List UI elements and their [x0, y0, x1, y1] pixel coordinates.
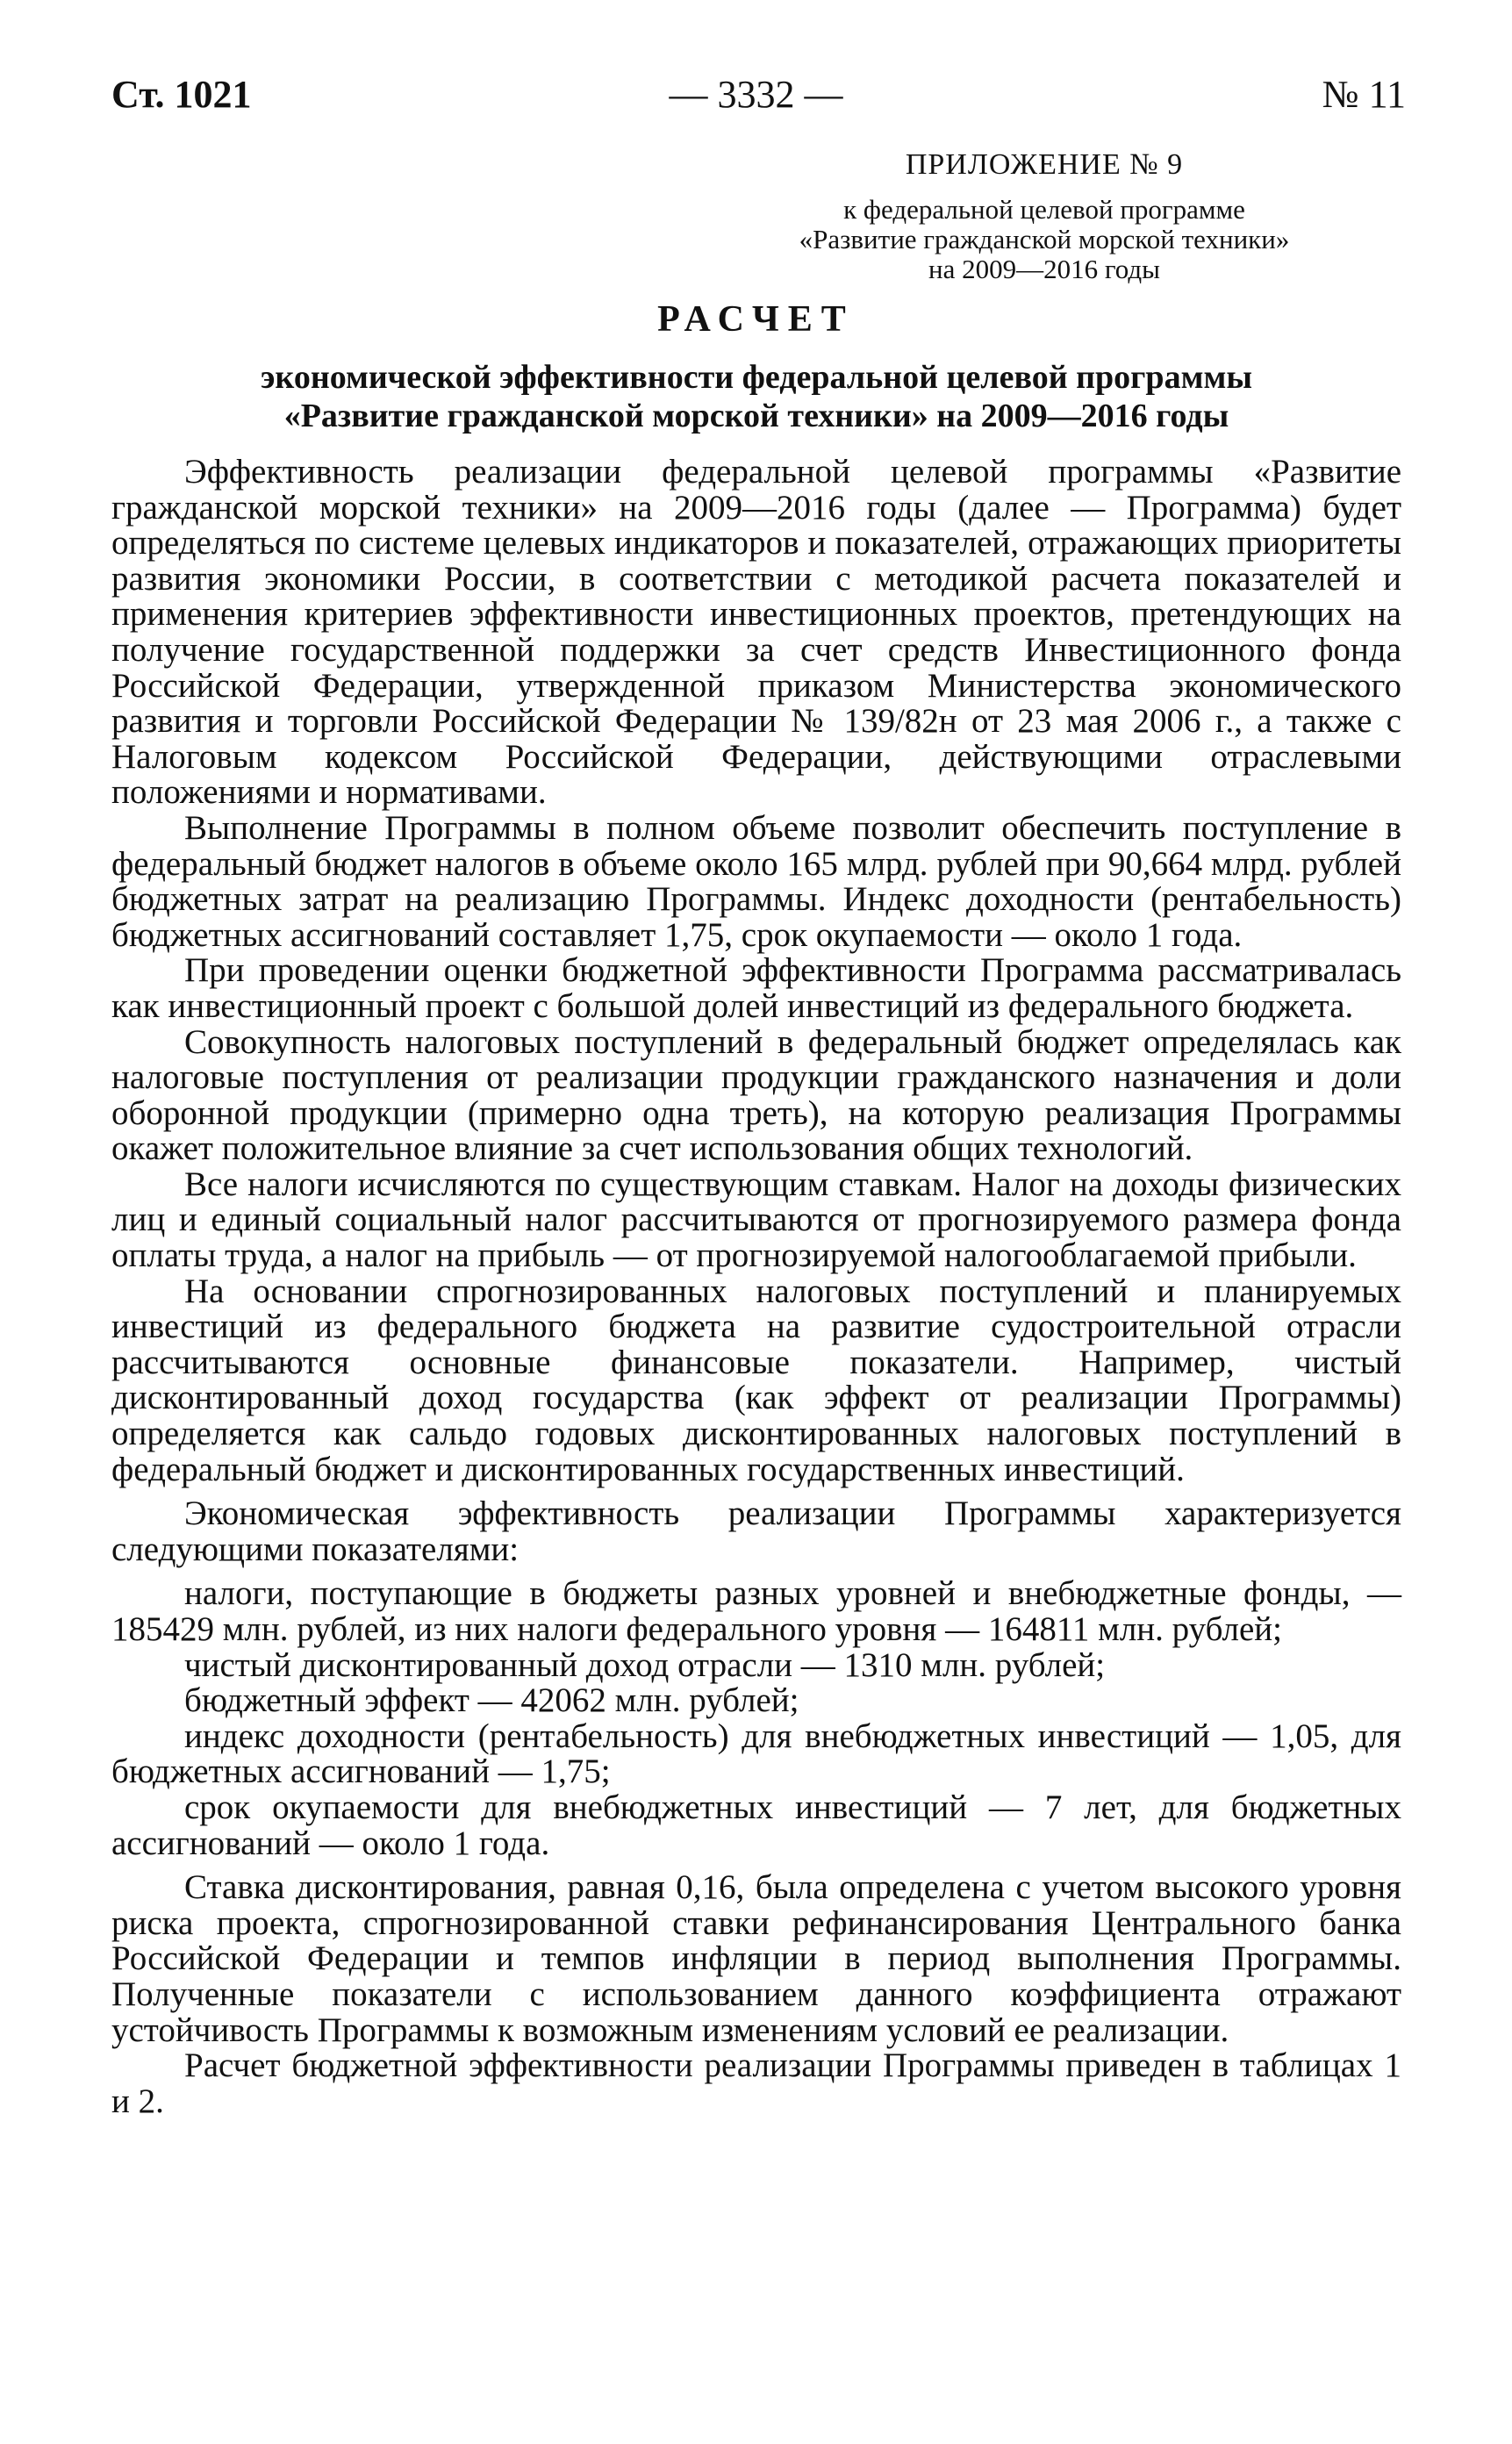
paragraph: Эффективность реализации федеральной целевой программы «Развитие гражданской морской техники» на 2009—2016 годы (далее — Программа) будет определяться по системе целевых индикаторов и показателей, отражающих приоритеты развития экономики России, в соответствии с методикой расчета показателей и применения критериев эффективности инвестиционных проектов, претендующих на получение государственной поддержки за счет средств Инвестиционного фонда Российской Федерации, утвержденной приказом Министерства экономического развития и торговли Российской Федерации № 139/82н от 23 мая 2006 г., а также с Налоговым кодексом Российской Федерации, действующими отраслевыми положениями и нормативами. [111, 453, 1401, 812]
appendix-caption [772, 195, 1316, 284]
article-number: Ст. 1021 [111, 73, 252, 116]
indicator-list-item: бюджетный эффект — 42062 млн. рублей; [184, 1681, 799, 1720]
paragraph: Расчет бюджетной эффективности реализации Программы приведен в таблицах 1 и 2. [111, 2046, 1401, 2120]
paragraph: При проведении оценки бюджетной эффективности Программа рассматривалась как инвестиционный проект с большой долей инвестиций из федерального бюджета. [111, 951, 1401, 1025]
indicator-list-item: индекс доходности (рентабельность) для внебюджетных инвестиций — 1,05, для бюджетных ассигнований — 1,75; [111, 1717, 1401, 1791]
appendix-line: «Развитие гражданской морской техники» [799, 224, 1290, 254]
appendix-line: к федеральной целевой программе [843, 194, 1245, 225]
indicator-list-item: срок окупаемости для внебюджетных инвестиций — 7 лет, для бюджетных ассигнований — около 1 года. [111, 1788, 1401, 1862]
paragraph: Ставка дисконтирования, равная 0,16, была определена с учетом высокого уровня риска проекта, спрогнозированной ставки рефинансирования Центрального банка Российской Федерации и темпов инфляции в период выполнения Программы. Полученные показатели с использованием данного коэффициента отражают устойчивость Программы к возможным изменениям условий ее реализации. [111, 1868, 1401, 2049]
paragraph: На основании спрогнозированных налоговых поступлений и планируемых инвестиций из федерального бюджета на развитие судостроительной отрасли рассчитываются основные финансовые показатели. Например, чистый дисконтированный доход государства (как эффект от реализации Программы) определяется как сальдо годовых дисконтированных налоговых поступлений в федеральный бюджет и дисконтированных государственных инвестиций. [111, 1272, 1401, 1488]
indicator-list-item: налоги, поступающие в бюджеты разных уровней и внебюджетные фонды, — 185429 млн. рублей, из них налоги федерального уровня — 164811 млн. рублей; [111, 1574, 1401, 1648]
paragraph: Экономическая эффективность реализации Программы характеризуется следующими показателями: [111, 1494, 1401, 1568]
appendix-title: ПРИЛОЖЕНИЕ № 9 [905, 148, 1184, 181]
document-subtitle [111, 358, 1401, 435]
document-body [111, 455, 1401, 2119]
page-number: — 3332 — [669, 73, 843, 116]
document-title: РАСЧЕТ [657, 299, 855, 340]
paragraph: Выполнение Программы в полном объеме позволит обеспечить поступление в федеральный бюджет налогов в объеме около 165 млрд. рублей при 90,664 млрд. рублей бюджетных затрат на реализацию Программы. Индекс доходности (рентабельность) бюджетных ассигнований составляет 1,75, срок окупаемости — около 1 года. [111, 808, 1401, 954]
indicator-list-item: чистый дисконтированный доход отрасли — 1310 млн. рублей; [184, 1645, 1106, 1684]
issue-number: № 11 [1322, 73, 1406, 116]
paragraph: Все налоги исчисляются по существующим ставкам. Налог на доходы физических лиц и единый социальный налог рассчитываются от прогнозируемого размера фонда оплаты труда, а налог на прибыль — от прогнозируемой налогооблагаемой прибыли. [111, 1165, 1401, 1275]
subtitle-line: экономической эффективности федеральной целевой программы [261, 359, 1252, 396]
appendix-line: на 2009—2016 годы [928, 254, 1160, 284]
paragraph: Совокупность налоговых поступлений в федеральный бюджет определялась как налоговые поступления от реализации продукции гражданского назначения и доли оборонной продукции (примерно одна треть), на которую реализация Программы окажет положительное влияние за счет использования общих технологий. [111, 1022, 1401, 1168]
subtitle-line: «Развитие гражданской морской техники» на 2009—2016 годы [283, 398, 1229, 434]
